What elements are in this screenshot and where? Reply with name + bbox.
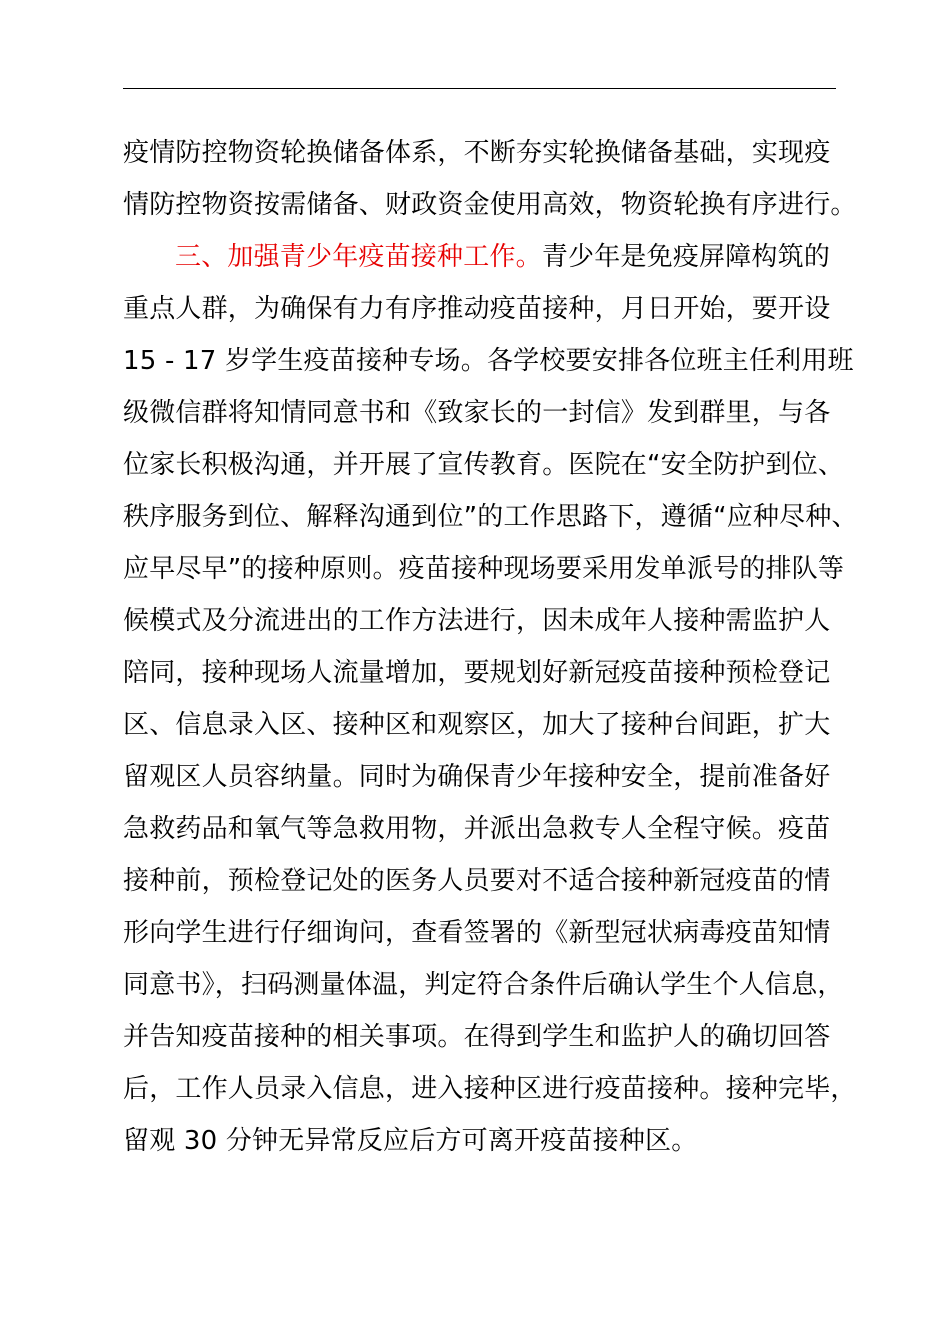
paragraph-line: 区、信息录入区、接种区和观察区，加大了接种台间距，扩大 xyxy=(123,710,831,740)
paragraph-line: 同意书》，扫码测量体温，判定符合条件后确认学生个人信息， xyxy=(123,970,844,1000)
paragraph-line: 级微信群将知情同意书和《致家长的一封信》发到群里，与各 xyxy=(123,398,831,428)
section-3-first-line xyxy=(175,231,915,283)
paragraph-line: 候模式及分流进出的工作方法进行，因未成年人接种需监护人 xyxy=(123,606,831,636)
paragraph-line: 疫情防控物资轮换储备体系，不断夯实轮换储备基础，实现疫 xyxy=(123,138,831,168)
paragraph-line: 重点人群，为确保有力有序推动疫苗接种，月日开始，要开设 xyxy=(123,294,831,324)
paragraph-line: 陪同，接种现场人流量增加，要规划好新冠疫苗接种预检登记 xyxy=(123,658,831,688)
paragraph-line: 后，工作人员录入信息，进入接种区进行疫苗接种。接种完毕， xyxy=(123,1074,857,1104)
paragraph-line: 位家长积极沟通，并开展了宣传教育。医院在“安全防护到位、 xyxy=(123,450,845,480)
paragraph-line: 留观 30 分钟无异常反应后方可离开疫苗接种区。 xyxy=(123,1126,698,1156)
paragraph-line: 留观区人员容纳量。同时为确保青少年接种安全，提前准备好 xyxy=(123,762,831,792)
section-3-lead-text: 青少年是免疫屏障构筑的 xyxy=(541,242,831,272)
paragraph-line: 应早尽早”的接种原则。疫苗接种现场要采用发单派号的排队等 xyxy=(123,554,845,584)
paragraph-line: 接种前，预检登记处的医务人员要对不适合接种新冠疫苗的情 xyxy=(123,866,831,896)
paragraph-line: 并告知疫苗接种的相关事项。在得到学生和监护人的确切回答 xyxy=(123,1022,831,1052)
paragraph-line: 15 - 17 岁学生疫苗接种专场。各学校要安排各位班主任利用班 xyxy=(123,346,854,376)
paragraph-line: 急救药品和氧气等急救用物，并派出急救专人全程守候。疫苗 xyxy=(123,814,831,844)
paragraph-line: 情防控物资按需储备、财政资金使用高效，物资轮换有序进行。 xyxy=(123,190,857,220)
paragraph-line: 秩序服务到位、解释沟通到位”的工作思路下，遵循“应种尽种、 xyxy=(123,502,858,532)
section-3-heading: 三、加强青少年疫苗接种工作。 xyxy=(175,242,542,272)
header-rule xyxy=(123,88,836,89)
paragraph-line: 形向学生进行仔细询问，查看签署的《新型冠状病毒疫苗知情 xyxy=(123,918,831,948)
